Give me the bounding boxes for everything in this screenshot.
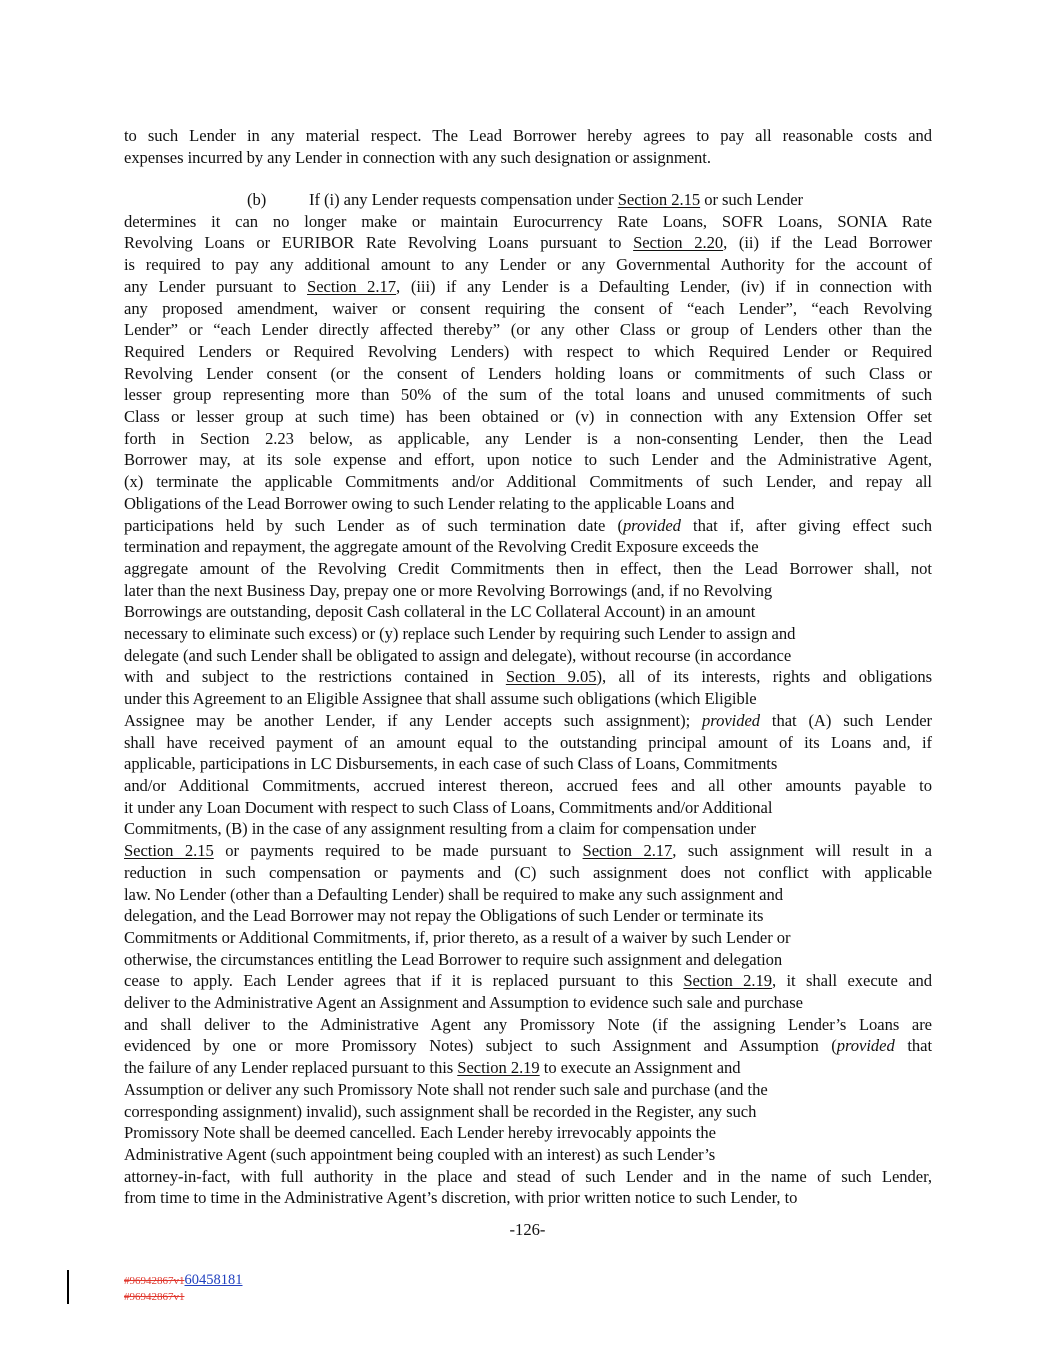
- text-line: delegation, and the Lead Borrower may not repay the Obligations of such Lender or terminate its: [124, 906, 764, 926]
- text-line: any Lender pursuant to Section 2.17, (iii) if any Lender is a Defaulting Lender, (iv) if in connection with: [124, 276, 932, 296]
- italic-term: provided: [622, 515, 681, 535]
- text-line: law. No Lender (other than a Defaulting Lender) shall be required to make any such assignment and: [124, 884, 783, 904]
- page-number: -126-: [509, 1220, 546, 1239]
- text-line: and/or Additional Commitments, accrued interest thereon, accrued fees and all other amounts payable to: [124, 775, 932, 795]
- section-reference: Section 2.20: [633, 233, 724, 253]
- paragraph-label: (b): [247, 190, 267, 209]
- text-line: aggregate amount of the Revolving Credit Commitments then in effect, then the Lead Borrower shall, not: [124, 558, 932, 578]
- text-line: (b) If (i) any Lender requests compensation under Section 2.15 or such Lender: [247, 190, 804, 209]
- document-id-line: [124, 1291, 185, 1303]
- text-line: reduction in such compensation or payments and (C) such assignment does not conflict with applicable: [124, 862, 932, 882]
- text-line: any proposed amendment, waiver or consent requiring the consent of “each Lender”, “each Revolving: [124, 298, 932, 318]
- text-line: delegate (and such Lender shall be obligated to assign and delegate), without recourse (in accordance: [124, 645, 792, 665]
- text-line: Revolving Loans or EURIBOR Rate Revolving Loans pursuant to Section 2.20, (ii) if the Lead Borrower: [124, 233, 932, 253]
- text-line: applicable, participations in LC Disbursements, in each case of such Class of Loans, Commitments: [124, 754, 778, 774]
- text-line: determines it can no longer make or maintain Eurocurrency Rate Loans, SOFR Loans, SONIA Rate: [124, 211, 932, 231]
- text-line: Promissory Note shall be deemed cancelled. Each Lender hereby irrevocably appoints the: [124, 1123, 716, 1143]
- text-line: otherwise, the circumstances entitling the Lead Borrower to require such assignment and delegation: [124, 949, 783, 969]
- text-line: forth in Section 2.23 below, as applicable, any Lender is a non-consenting Lender, then the Lead: [124, 428, 932, 448]
- text-line: (x) terminate the applicable Commitments and/or Additional Commitments of such Lender, and repay all: [124, 472, 932, 492]
- text-line: later than the next Business Day, prepay one or more Revolving Borrowings (and, if no Revolving: [124, 580, 773, 600]
- text-line: and shall deliver to the Administrative Agent any Promissory Note (if the assigning Lender’s Loans are: [124, 1014, 932, 1034]
- text-line: Assumption or deliver any such Promissory Note shall not render such sale and purchase (and the: [124, 1079, 768, 1099]
- text-line: attorney-in-fact, with full authority in the place and stead of such Lender and in the name of such Lender,: [124, 1166, 932, 1186]
- text-line: Obligations of the Lead Borrower owing to such Lender relating to the applicable Loans and: [124, 493, 735, 513]
- text-line: Section 2.15 or payments required to be made pursuant to Section 2.17, such assignment will result in a: [124, 841, 932, 861]
- text-line: Commitments or Additional Commitments, if, prior thereto, as a result of a waiver by such Lender or: [124, 927, 791, 947]
- text-line: participations held by such Lender as of such termination date (provided that if, after giving effect such: [124, 515, 932, 535]
- text-line: Lender” or “each Lender directly affected thereby” (or any other Class or group of Lenders other than the: [124, 320, 932, 340]
- text-line: shall have received payment of an amount equal to the outstanding principal amount of its Loans and, if: [124, 732, 932, 752]
- text-line: Borrowings are outstanding, deposit Cash collateral in the LC Collateral Account) in an amount: [124, 602, 756, 622]
- section-reference: Section 2.19: [457, 1058, 540, 1078]
- document-id-line: [124, 1272, 243, 1289]
- text-line: Class or lesser group at such time) has been obtained or (v) in connection with any Extension Offer set: [124, 407, 932, 427]
- text-line: termination and repayment, the aggregate amount of the Revolving Credit Exposure exceeds the: [124, 537, 759, 557]
- text-line: from time to time in the Administrative Agent’s discretion, with prior written notice to such Lender, to: [124, 1188, 798, 1208]
- deleted-document-id: #96942867v1: [124, 1275, 185, 1287]
- text-line: lesser group representing more than 50% of the sum of the total loans and unused commitments of such: [124, 385, 932, 405]
- section-reference: Section 2.17: [582, 841, 673, 861]
- text-line: with and subject to the restrictions contained in Section 9.05), all of its interests, rights and obligations: [124, 667, 932, 687]
- text-line: expenses incurred by any Lender in connection with any such designation or assignment.: [124, 147, 711, 167]
- deleted-document-id: #96942867v1: [124, 1291, 185, 1303]
- text-line: Required Lenders or Required Revolving Lenders) with respect to which Required Lender or Required: [124, 341, 932, 361]
- intro-paragraph: [124, 125, 932, 168]
- change-bar: [67, 1270, 69, 1304]
- inserted-document-id: 60458181: [184, 1272, 243, 1288]
- text-line: corresponding assignment) invalid), such assignment shall be recorded in the Register, any such: [124, 1101, 757, 1121]
- section-reference: Section 2.19: [683, 971, 772, 991]
- italic-term: provided: [702, 710, 761, 730]
- text-line: under this Agreement to an Eligible Assignee that shall assume such obligations (which Eligible: [124, 689, 757, 709]
- text-line: necessary to eliminate such excess) or (y) replace such Lender by requiring such Lender to assign and: [124, 624, 796, 644]
- text-line: Administrative Agent (such appointment being coupled with an interest) as such Lender’s: [124, 1144, 716, 1164]
- text-line: Borrower may, at its sole expense and effort, upon notice to such Lender and the Administrative Agent,: [124, 450, 932, 470]
- text-line: Commitments, (B) in the case of any assignment resulting from a claim for compensation under: [124, 819, 756, 839]
- text-line: Assignee may be another Lender, if any Lender accepts such assignment); provided that (A) such Lender: [124, 710, 932, 730]
- text-line: Revolving Lender consent (or the consent of Lenders holding loans or commitments of such Class or: [124, 363, 932, 383]
- text-line: it under any Loan Document with respect to such Class of Loans, Commitments and/or Additional: [124, 797, 773, 817]
- text-line: evidenced by one or more Promissory Notes) subject to such Assignment and Assumption (provided that: [124, 1036, 932, 1056]
- section-reference: Section 2.15: [617, 190, 701, 209]
- text-line: deliver to the Administrative Agent an Assignment and Assumption to evidence such sale and purchase: [124, 993, 803, 1013]
- text-line: cease to apply. Each Lender agrees that if it is replaced pursuant to this Section 2.19, it shall execute and: [124, 971, 932, 991]
- text-line: the failure of any Lender replaced pursuant to this Section 2.19 to execute an Assignment and: [124, 1058, 741, 1078]
- text-line: to such Lender in any material respect. The Lead Borrower hereby agrees to pay all reasonable costs and: [124, 126, 932, 145]
- section-reference: Section 2.15: [124, 841, 214, 861]
- section-reference: Section 9.05: [505, 667, 597, 687]
- section-reference: Section 2.17: [307, 276, 397, 296]
- paragraph-b: [124, 189, 932, 1209]
- text-line: is required to pay any additional amount to any Lender or any Governmental Authority for the account of: [124, 255, 932, 275]
- italic-term: provided: [836, 1036, 895, 1056]
